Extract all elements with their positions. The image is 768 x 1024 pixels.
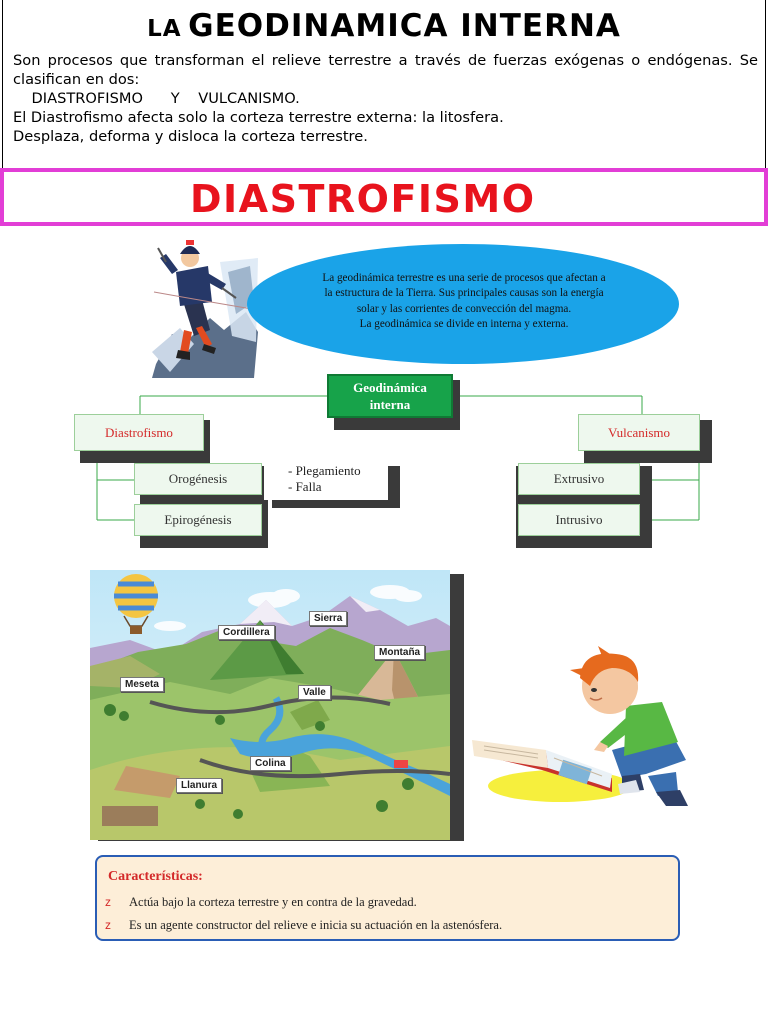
intro-line-3: El Diastrofismo afecta solo la corteza terrestre externa: la litosfera. (13, 109, 504, 126)
label-colina: Colina (250, 756, 291, 771)
landscape-illustration (90, 570, 450, 840)
type-falla: - Falla (288, 479, 322, 494)
type-plegamiento: - Plegamiento (288, 463, 361, 478)
definition-line-3: solar y las corrientes de convección del magma. (356, 302, 572, 315)
features-box (95, 855, 680, 941)
intro-line-1: Son procesos que transforman el relieve terrestre a través de fuerzas exógenas o endógenas. Se clasifican en dos: (13, 52, 758, 88)
header-box (2, 0, 766, 170)
label-cordillera: Cordillera (218, 625, 275, 640)
node-orogenesis: Orogénesis (134, 463, 262, 495)
bullet-icon: z (105, 918, 111, 932)
feature-text-1: Actúa bajo la corteza terrestre y en contra de la gravedad. (129, 895, 417, 909)
label-llanura: Llanura (176, 778, 222, 793)
label-sierra: Sierra (309, 611, 347, 626)
node-vulcanismo: Vulcanismo (578, 414, 700, 451)
node-extrusivo: Extrusivo (518, 463, 640, 495)
definition-text (268, 271, 660, 333)
node-intrusivo: Intrusivo (518, 504, 640, 536)
title-main: GEODINAMICA INTERNA (188, 8, 621, 44)
intro-line-4: Desplaza, deforma y disloca la corteza terrestre. (13, 128, 368, 145)
definition-line-2: la estructura de la Tierra. Sus principales causas son la energía (324, 287, 604, 300)
feature-text-2: Es un agente constructor del relieve e inicia su actuación en la astenósfera. (129, 918, 503, 932)
feature-item-1 (105, 895, 417, 910)
banner-title: DIASTROFISMO (190, 177, 536, 221)
orogenesis-types (264, 462, 388, 500)
node-diastrofismo: Diastrofismo (74, 414, 204, 451)
definition-line-1: La geodinámica terrestre es una serie de procesos que afectan a (322, 272, 606, 284)
page-title (3, 8, 765, 44)
landscape-drawing (90, 570, 450, 840)
features-title: Características: (108, 869, 203, 884)
label-montana: Montaña (374, 645, 425, 660)
bullet-icon: z (105, 895, 111, 909)
climber-illustration (150, 232, 260, 378)
title-prefix: LA (147, 16, 182, 42)
node-root-line-1: Geodinámica (353, 380, 427, 395)
node-root-line-2: interna (369, 397, 411, 412)
node-geodinamica-interna (327, 374, 453, 418)
feature-item-2 (105, 918, 502, 933)
definition-line-4: La geodinámica se divide en interna y externa. (359, 318, 569, 331)
boy-reading-illustration (462, 646, 694, 814)
intro-line-2: DIASTROFISMO Y VULCANISMO. (13, 90, 300, 107)
label-meseta: Meseta (120, 677, 164, 692)
intro-text (13, 51, 758, 146)
label-valle: Valle (298, 685, 331, 700)
node-epirogenesis: Epirogénesis (134, 504, 262, 536)
diastrofismo-banner (0, 168, 768, 226)
